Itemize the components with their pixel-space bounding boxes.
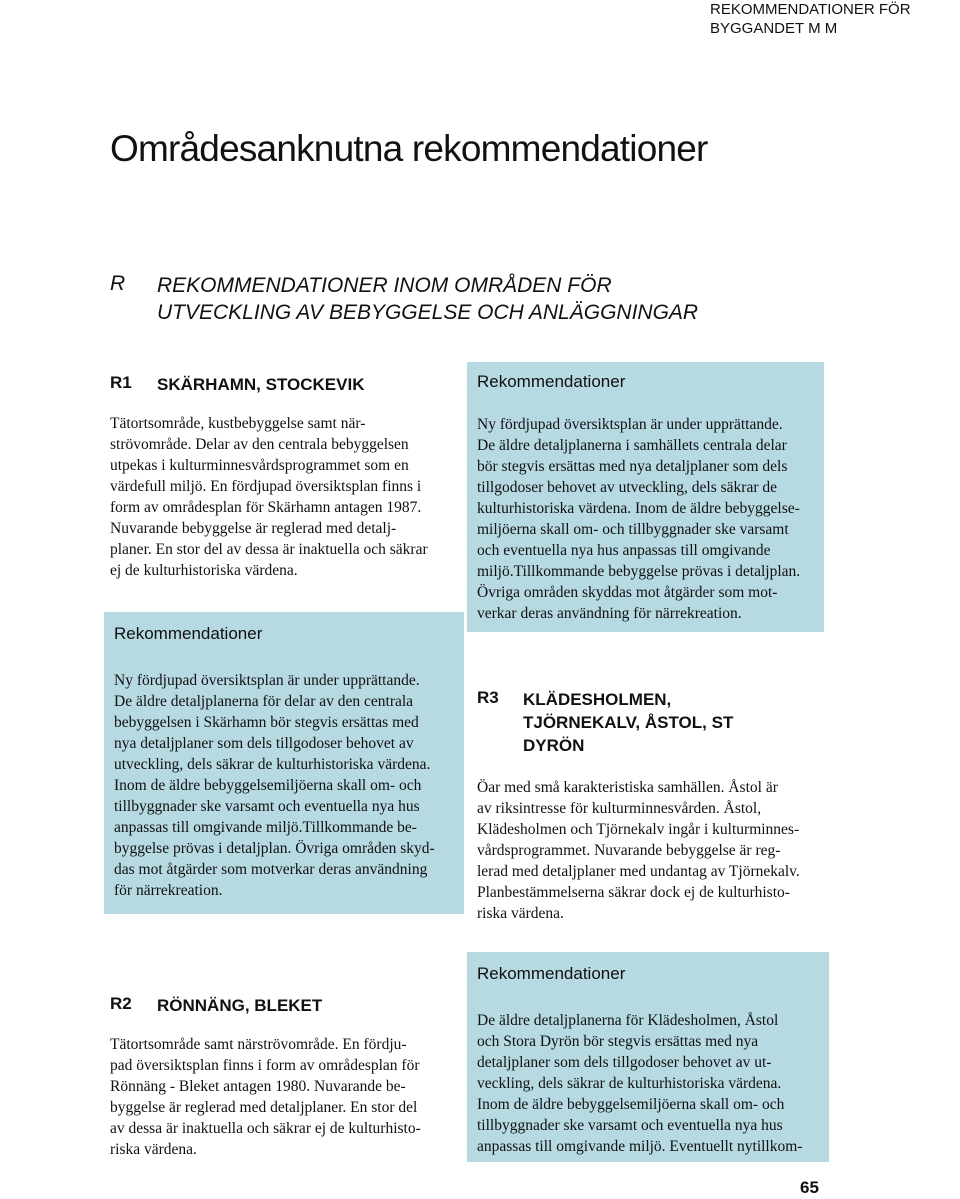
text-line: tillbyggnader ske varsamt och eventuella nya hus xyxy=(114,798,420,815)
text-line: och Stora Dyrön bör stegvis ersättas med nya xyxy=(477,1033,759,1050)
r1-title-text: SKÄRHAMN, STOCKEVIK xyxy=(157,375,365,394)
r1-title xyxy=(157,373,364,396)
text-line: riska värdena. xyxy=(477,905,564,922)
text-line: De äldre detaljplanerna för delar av den centrala xyxy=(114,693,414,710)
page-title: Områdesanknutna rekommendationer xyxy=(110,128,708,169)
text-line: Ny fördjupad översiktsplan är under upprättande. xyxy=(477,416,783,433)
text-line: anpassas till omgivande miljö. Eventuellt nytillkom- xyxy=(477,1138,803,1155)
text-line: Inom de äldre bebyggelsemiljöerna skall om- och xyxy=(114,777,422,794)
r2-title xyxy=(157,994,322,1017)
r3-title-line: KLÄDESHOLMEN, xyxy=(523,690,672,709)
r1-recommendations-text xyxy=(114,670,435,901)
r1-number: R1 xyxy=(110,373,132,392)
r3-title xyxy=(523,688,733,757)
text-line: miljö.Tillkommande bebyggelse prövas i detaljplan. xyxy=(477,563,801,580)
r3-recommendations-heading: Rekommendationer xyxy=(477,964,626,983)
text-line: värdefull miljö. En fördjupad översiktsplan finns i xyxy=(110,478,422,495)
r2-title-text: RÖNNÄNG, BLEKET xyxy=(157,996,323,1015)
text-line: ej de kulturhistoriska värdena. xyxy=(110,562,298,579)
text-line: av riksintresse för kulturminnesvården. Åstol, xyxy=(477,800,762,817)
r1-description xyxy=(110,413,460,581)
text-line: bör stegvis ersättas med nya detaljplaner som dels xyxy=(477,458,788,475)
text-line: das mot åtgärder som motverkar deras användning xyxy=(114,861,428,878)
text-line: Tätortsområde, kustbebyggelse samt när- xyxy=(110,415,366,432)
r1-recommendations-box xyxy=(104,612,464,914)
text-line: och eventuella nya hus anpassas till omgivande xyxy=(477,542,771,559)
text-line: Klädesholmen och Tjörnekalv ingår i kulturminnes- xyxy=(477,821,800,838)
text-line: Planbestämmelserna säkrar dock ej de kulturhisto- xyxy=(477,884,790,901)
text-line: Tätortsområde samt närströvområde. En fördju- xyxy=(110,1036,407,1053)
text-line: kulturhistoriska värdena. Inom de äldre bebyggelse- xyxy=(477,500,800,517)
r3-title-line: TJÖRNEKALV, ÅSTOL, ST xyxy=(523,713,734,732)
section-letter: R xyxy=(110,272,126,295)
page-number: 65 xyxy=(800,1178,819,1197)
running-header-line-1: REKOMMENDATIONER FÖR xyxy=(710,1,911,18)
text-line: utpekas i kulturminnesvårdsprogrammet som en xyxy=(110,457,409,474)
text-line: De äldre detaljplanerna i samhällets centrala delar xyxy=(477,437,787,454)
text-line: Inom de äldre bebyggelsemiljöerna skall om- och xyxy=(477,1096,785,1113)
r3-recommendations-text xyxy=(477,1010,802,1157)
section-heading-line: UTVECKLING AV BEBYGGELSE OCH ANLÄGGNINGAR xyxy=(157,301,699,324)
text-line: av dessa är inaktuella och säkrar ej de kulturhisto- xyxy=(110,1120,421,1137)
r2-number: R2 xyxy=(110,994,132,1013)
r2-description xyxy=(110,1034,460,1160)
r2-recommendations-heading: Rekommendationer xyxy=(477,372,626,391)
text-line: pad översiktsplan finns i form av områdesplan för xyxy=(110,1057,420,1074)
text-line: detaljplaner som dels tillgodoser behovet av ut- xyxy=(477,1054,772,1071)
r3-title-line: DYRÖN xyxy=(523,736,585,755)
text-line: lerad med detaljplaner med undantag av Tjörnekalv. xyxy=(477,863,800,880)
text-line: nya detaljplaner som dels tillgodoser behovet av xyxy=(114,735,414,752)
r3-description xyxy=(477,777,827,924)
text-line: riska värdena. xyxy=(110,1141,197,1158)
text-line: verkar deras användning för närrekreation. xyxy=(477,605,742,622)
text-line: Öar med små karakteristiska samhällen. Åstol är xyxy=(477,779,778,796)
text-line: Ny fördjupad översiktsplan är under upprättande. xyxy=(114,672,420,689)
text-line: strövområde. Delar av den centrala bebyggelsen xyxy=(110,436,409,453)
text-line: miljöerna skall om- och tillbyggnader ske varsamt xyxy=(477,521,789,538)
r3-number: R3 xyxy=(477,688,499,707)
r1-recommendations-heading: Rekommendationer xyxy=(114,624,263,643)
r3-recommendations-box xyxy=(467,952,829,1162)
r2-recommendations-text xyxy=(477,414,800,624)
text-line: bebyggelsen i Skärhamn bör stegvis ersättas med xyxy=(114,714,419,731)
text-line: Rönnäng - Bleket antagen 1980. Nuvarande be- xyxy=(110,1078,406,1095)
text-line: tillbyggnader ske varsamt och eventuella nya hus xyxy=(477,1117,783,1134)
text-line: byggelse prövas i detaljplan. Övriga områden skyd- xyxy=(114,840,435,857)
text-line: utveckling, dels säkrar de kulturhistoriska värdena. xyxy=(114,756,431,773)
r2-recommendations-box xyxy=(467,362,824,632)
text-line: De äldre detaljplanerna för Klädesholmen, Åstol xyxy=(477,1012,779,1029)
text-line: för närrekreation. xyxy=(114,882,223,899)
text-line: Nuvarande bebyggelse är reglerad med detalj- xyxy=(110,520,397,537)
text-line: anpassas till omgivande miljö.Tillkommande be- xyxy=(114,819,417,836)
section-heading xyxy=(157,272,877,326)
section-heading-line: REKOMMENDATIONER INOM OMRÅDEN FÖR xyxy=(157,274,612,297)
running-header-line-2: BYGGANDET M M xyxy=(710,20,838,37)
text-line: Övriga områden skyddas mot åtgärder som mot- xyxy=(477,584,778,601)
text-line: vårdsprogrammet. Nuvarande bebyggelse är reg- xyxy=(477,842,781,859)
text-line: tillgodoser behovet av utveckling, dels säkrar de xyxy=(477,479,778,496)
text-line: planer. En stor del av dessa är inaktuella och säkrar xyxy=(110,541,428,558)
text-line: veckling, dels säkrar de kulturhistoriska värdena. xyxy=(477,1075,782,1092)
text-line: byggelse är reglerad med detaljplaner. En stor del xyxy=(110,1099,418,1116)
text-line: form av områdesplan för Skärhamn antagen 1987. xyxy=(110,499,422,516)
running-header xyxy=(710,0,950,38)
